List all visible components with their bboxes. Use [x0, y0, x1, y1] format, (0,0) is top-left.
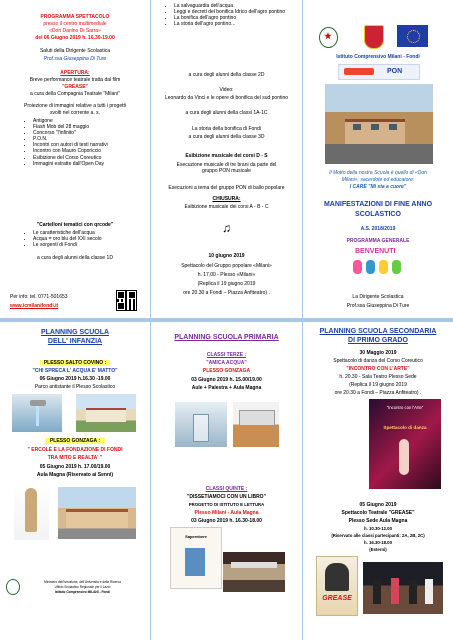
show2-l1: Spettacolo Teatrale "GREASE": [341, 510, 415, 516]
cartelloni-list: [24, 230, 102, 248]
grease-poster-image: GREASE: [316, 556, 358, 616]
motto-l3: I CARE "Mi sta a cuore": [349, 184, 407, 190]
esec1: Esecuzione musicale di tre brani da parte del gruppo PON musicale: [176, 162, 277, 175]
book-poster-image: Saperebere: [170, 527, 222, 589]
show2-l4: (Riservato alle classi partecipanti: 2A, 2B, 2C): [331, 533, 425, 538]
project: PROGETTO DI ISTITUTO E LETTURA: [188, 502, 265, 507]
program-title: PROGRAMMA SPETTACOLO: [40, 14, 110, 20]
water-glass-photo: [175, 402, 227, 447]
school-year: A.S. 2018/2019: [360, 226, 396, 232]
show2-l2: Plesso Sede Aula Magna: [348, 518, 408, 524]
apertura-l2: "GREASE": [62, 84, 88, 90]
apertura-label: APERTURA:: [60, 70, 90, 76]
motto-l2: Milani», sacerdote ed educatore:: [341, 177, 415, 183]
list-item: • La salvaguardia dell'acqua: [174, 3, 306, 9]
secondaria-title-l2: DI PRIMO GRADO: [348, 337, 408, 344]
dance-poster-image: "Incontro con l'Arte" Spettacolo di danza: [369, 399, 441, 489]
show2-l2: TRA MITO E REALTA' ": [47, 455, 103, 461]
proiezione-l1: Proiezione di immagini relative a tutti i progetti: [24, 103, 126, 109]
water-tap-photo: [12, 394, 62, 432]
show2-l1: " ERCOLE E LA FONDAZIONE DI FONDI: [27, 447, 123, 453]
panel-infanzia: [0, 322, 150, 640]
pon-logo: PON: [338, 64, 420, 80]
ministry-emblem-icon: [6, 579, 20, 595]
storia: La storia della bonifica di Fondi: [192, 126, 261, 132]
video-l2: a cura degli alunni della classi 1A-1C: [185, 110, 268, 116]
date2: 05 Giugno 2019 h. 17.00/19.00: [39, 464, 111, 470]
show1-l4: (Replica il 19 giugno 2019: [349, 382, 407, 388]
secondaria-title-l1: PLANNING SCUOLA SECONDARIA: [319, 328, 437, 335]
event-date: 10 giugno 2019: [208, 253, 245, 259]
music-note-icon: ♫: [222, 221, 231, 235]
show2-l6: (Esterni): [369, 547, 387, 552]
show1-l1: Spettacolo di danza del Corso Coreutico: [333, 358, 423, 364]
eu-flag-icon: [397, 25, 428, 47]
list-item: • P.O.N.: [33, 136, 108, 142]
date1: 06 Giugno 2019 h.16.30 -19.00: [39, 376, 111, 382]
storia-cura: a cura degli alunni della classe 3D: [188, 134, 265, 140]
program-l4: del 06 Giugno 2019 h. 16.30-19.00: [35, 35, 115, 41]
list-item: • Esibizione del Corso Coreutico: [33, 155, 108, 161]
cura-2d: a cura degli alunni della classe 2D: [188, 72, 265, 78]
esibizione-title: Esibizione musicale dei corsi D - S: [185, 153, 268, 159]
apertura-l1: Breve performance teatrale tratta dal film: [29, 77, 121, 83]
show2-l5: h. 16.30-18.00: [364, 540, 392, 545]
show1-l5: ore 20.30 a Fondi – Piazza Anfiteatro) .: [334, 390, 422, 396]
esec2: Esecuzioni a tema del gruppo PON di ballo popolare: [168, 185, 285, 191]
primaria-title: PLANNING SCUOLA PRIMARIA: [174, 334, 279, 341]
date2: 05 Giugno 2019: [359, 502, 397, 508]
info-phone: Per info: tel. 0771-501653: [10, 294, 68, 300]
panel-activities: [151, 0, 302, 318]
school-yard-photo: [76, 394, 136, 432]
list-item: • La storia dell'agro pontino...: [174, 21, 306, 27]
list-item: • Incontri con autori di testi narrativi: [33, 142, 108, 148]
plesso2: PLESSO GONZAGA :: [45, 438, 105, 444]
show2-l3: h. 10.30-12.00: [364, 526, 392, 531]
saluti: Saluti della Dirigente Scolastica: [39, 48, 111, 54]
chiusura: Esibizione musicale dei corsi A - B - C: [184, 204, 269, 210]
list-item: • Le sorgenti di Fondi: [33, 242, 102, 248]
projects-list: [24, 118, 108, 167]
show-amica-acqua: "AMICA ACQUA": [206, 360, 247, 366]
place1: Parco antistante il Plesso Scolastico: [34, 384, 116, 390]
plesso-gonzaga-photo: [58, 487, 136, 539]
gym-photo: [233, 402, 279, 447]
dirigente: La Dirigente Scolastica: [352, 294, 404, 300]
video-label: Video:: [219, 87, 234, 93]
show1-l3: h. 20.30 - Sala Teatro Plesso Sede: [339, 374, 417, 380]
show1-l2: "INCONTRO CON L'ARTE": [346, 366, 410, 372]
place1: Aule + Palestra + Aula Magna: [191, 385, 262, 391]
title-l2: SCOLASTICO: [355, 211, 401, 218]
grease-stage-photo: [363, 562, 443, 614]
plesso1: PLESSO SALTO COVINO :: [40, 360, 110, 366]
panel-secondaria: [303, 322, 453, 640]
benvenuti-illustration: BENVENUTI: [349, 248, 407, 278]
qr-code-icon: [116, 290, 137, 311]
dirigente-sig: Prof.ssa Giuseppina Di Ture: [346, 303, 410, 309]
list-item: • Antigone: [33, 118, 108, 124]
event-l3: (Replica il 19 giugno 2019: [197, 281, 256, 287]
apertura-l3: a cura della Compagnia Teatrale "Milani": [30, 91, 120, 97]
panel-program: [0, 0, 150, 318]
list-item: • Le caratteristiche dell'acqua: [33, 230, 102, 236]
water-list: [165, 3, 306, 27]
aula-magna-photo: [223, 552, 285, 592]
list-item: • Concorso "l'infinito": [33, 130, 108, 136]
event-l4: ore 20.30 a Fondi – Piazza Anfiteatro) .: [183, 290, 270, 296]
place2: Aula Magna (Riservato ai Senni): [36, 472, 114, 478]
ministry: Ministero dell'Istruzione, dell'Università e della Ricerca: [44, 580, 121, 584]
video-l1: Leonardo da Vinci e le opere di bonifica del sud pontino: [165, 95, 289, 101]
website-link[interactable]: www.icmilanifondi.it: [10, 303, 59, 309]
plesso-gonzaga: PLESSO GONZAGA: [202, 368, 251, 374]
italy-emblem-icon: [319, 27, 338, 48]
list-item: • Flash Mob del 28 maggio: [33, 124, 108, 130]
classi-quinte: CLASSI QUINTE :: [205, 486, 248, 492]
institute: Istituto Comprensivo MILANI - Fondi: [54, 590, 111, 594]
classi-terze: CLASSI TERZE :: [206, 352, 247, 358]
plesso-milani: Plesso Milani - Aula Magna: [194, 510, 259, 516]
show1: "CHI SPRECA L' ACQUA E' MATTO": [32, 368, 118, 374]
proiezione-l2: svolti nel corrente a. s.: [49, 110, 101, 116]
panel-primaria: [151, 322, 302, 640]
cartelloni-title: "Cartelloni tematici con qrcode": [36, 222, 114, 228]
date1: 30 Maggio 2019: [359, 350, 397, 356]
chiusura-label: CHIUSURA:: [212, 196, 241, 202]
infanzia-title-l1: PLANNING SCUOLA: [40, 329, 110, 336]
date1: 03 Giugno 2019 h. 15.00/19.00: [191, 377, 262, 383]
list-item: • Incontro con Mauro Coporiccio: [33, 148, 108, 154]
program-l3: «Don Danino Di Sarra»: [49, 28, 101, 34]
saluti-sig: Prof.ssa Giuseppina Di Ture: [43, 56, 107, 62]
event-l2: h. 17,00 - Plesso «Milani»: [197, 272, 256, 278]
hercules-statue-photo: [14, 482, 49, 540]
list-item: • Acqua = oro blu del XXI secolo: [33, 236, 102, 242]
motto-l1: Il Motto della nostra Scuola è quello di «Don: [329, 170, 427, 176]
city-coat-of-arms-icon: [364, 25, 384, 49]
office: Ufficio Scolastico Regionale per il Lazio: [54, 585, 111, 589]
infanzia-title-l2: DELL' INFANZIA: [47, 338, 103, 345]
list-item: • Leggi e decreti del bonifica Idrico dell'agro pontino: [174, 9, 306, 15]
list-item: • Immagini estratte dall'Open Day: [33, 161, 108, 167]
date2: 03 Giugno 2019 h. 16.30-18.00: [191, 518, 262, 524]
school-name: Istituto Comprensivo Milani - Fondi: [336, 54, 420, 60]
panel-cover: [303, 0, 453, 318]
title-l1: MANIFESTAZIONI DI FINE ANNO: [323, 201, 433, 208]
show-dissetiamoci: "DISSETIAMOCI CON UN LIBRO": [187, 494, 266, 500]
school-building-photo: [325, 84, 433, 164]
cartelloni-cura: a cura degli alunni della classe 1D: [37, 255, 113, 261]
event-l1: Spettacolo del Gruppo popolare «Milani»: [181, 263, 272, 269]
program-l2: presso il centro multimediale: [43, 21, 107, 27]
list-item: • La bonifica dell'agro pontino: [174, 15, 306, 21]
programma-generale: PROGRAMMA GENERALE: [346, 238, 410, 244]
